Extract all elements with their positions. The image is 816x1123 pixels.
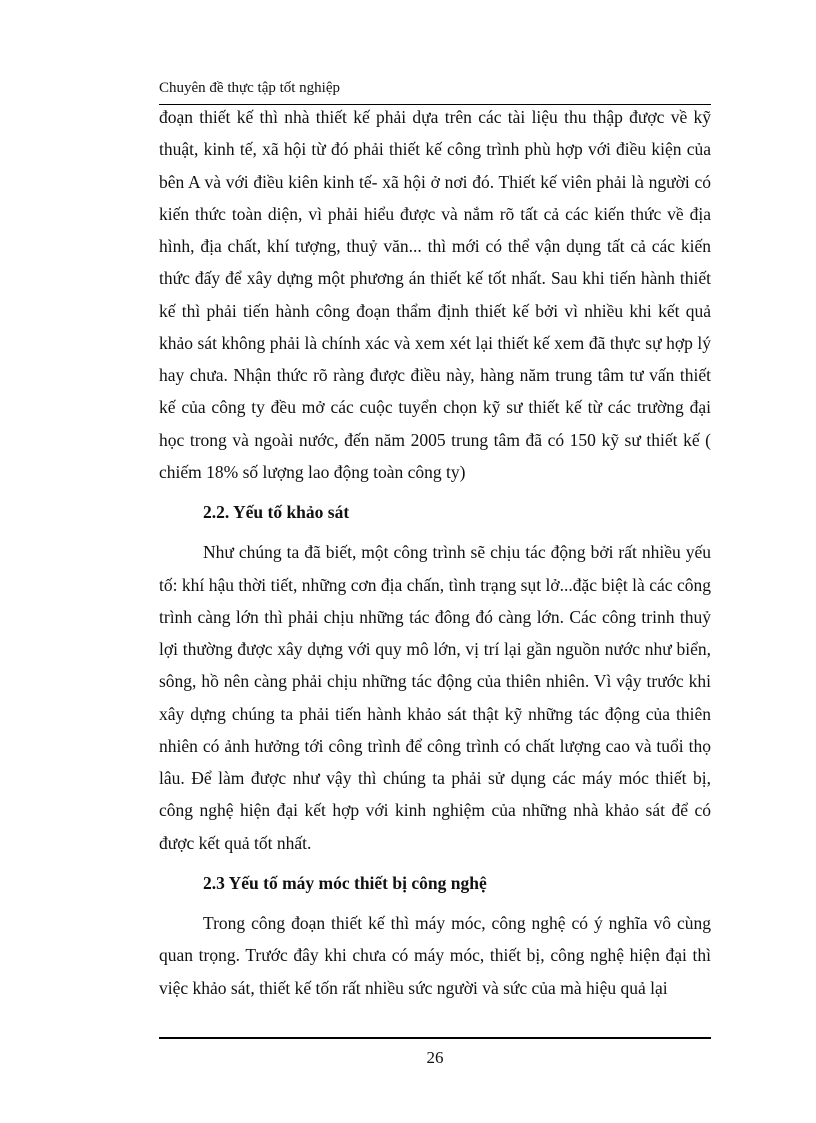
body-paragraph-2: Như chúng ta đã biết, một công trình sẽ chịu tác động bởi rất nhiều yếu tố: khí hậu thời tiết, những cơn địa chấn, tình trạng sụt lở...đặc biệt là các công trình càng lớn thì phải chịu những tác đông đó càng lớn. Các công trinh thuỷ lợi thường được xây dựng với quy mô lớn, vị trí lại gần nguồn nước như biển, sông, hồ nên càng phải chịu những tác động của thiên nhiên. Vì vậy trước khi xây dựng chúng ta phải tiến hành khảo sát thật kỹ những tác động của thiên nhiên có ảnh hưởng tới công trình để công trình có chất lượng cao và tuổi thọ lâu. Để làm được như vậy thì chúng ta phải sử dụng các máy móc thiết bị, công nghệ hiện đại kết hợp với kinh nghiệm của những nhà khảo sát để có được kết quả tốt nhất. (159, 542, 711, 853)
body-paragraph-1: đoạn thiết kế thì nhà thiết kế phải dựa trên các tài liệu thu thập được về kỹ thuật, kinh tế, xã hội từ đó phải thiết kế công trình phù hợp với điều kiện của bên A và với điều kiên kinh tế- xã hội ở nơi đó. Thiết kế viên phải là người có kiến thức toàn diện, vì phải hiểu được và nắm rõ tất cả các kiến thức về địa hình, địa chất, khí tượng, thuỷ văn... thì mới có thể vận dụng tất cả các kiến thức đấy để xây dựng một phương án thiết kế tốt nhất. Sau khi tiến hành thiết kế thì phải tiến hành công đoạn thẩm định thiết kế bởi vì nhiều khi kết quả khảo sát không phải là chính xác và xem xét lại thiết kế xem đã thực sự hợp lý hay chưa. Nhận thức rõ ràng được điều này, hàng năm trung tâm tư vấn thiết kế của công ty đều mở các cuộc tuyển chọn kỹ sư thiết kế từ các trường đại học trong và ngoài nước, đến năm 2005 trung tâm đã có 150 kỹ sư thiết kế ( chiếm 18% số lượng lao động toàn công ty) (159, 107, 711, 482)
page-number: 26 (426, 1048, 444, 1067)
section-heading-2-3: 2.3 Yếu tố máy móc thiết bị công nghệ (203, 872, 487, 893)
header-title: Chuyên đề thực tập tốt nghiệp (159, 80, 341, 96)
section-heading-2-2: 2.2. Yếu tố khảo sát (203, 502, 350, 522)
document-body (159, 101, 711, 1004)
footer-divider (159, 1037, 711, 1039)
body-paragraph-3: Trong công đoạn thiết kế thì máy móc, công nghệ có ý nghĩa vô cùng quan trọng. Trước đây khi chưa có máy móc, thiết bị, công nghệ hiện đại thì việc khảo sát, thiết kế tốn rất nhiều sức người và sức của mà hiệu quả lại (159, 913, 711, 998)
